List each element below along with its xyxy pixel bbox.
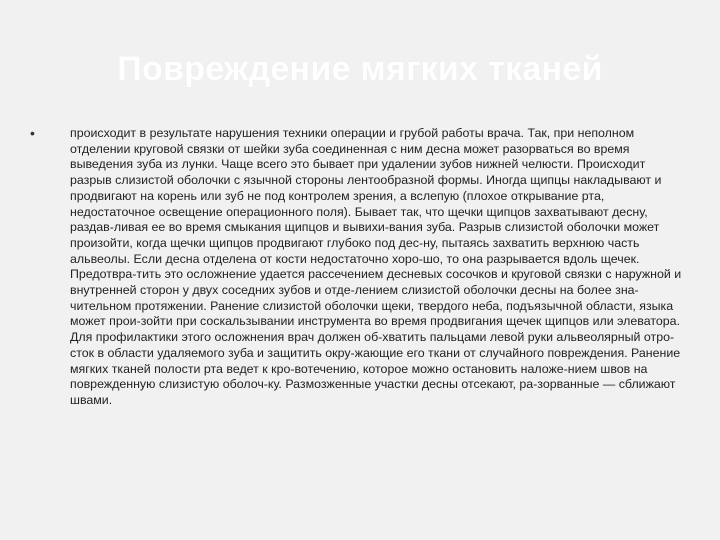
bullet-icon: • — [30, 125, 35, 141]
bullet-item — [30, 126, 690, 409]
paragraph-text: происходит в результате нарушения техники операции и грубой работы врача. Так, при неполном отделении круговой связки от шейки зуба соединенная с ним десна может разорваться во время выведения зуба из лунки. Чаще всего это бывает при удалении зубов нижней челюсти. Происходит разрыв слизистой оболочки с язычной стороны лентообразной формы. Иногда щипцы накладывают и продвигают на корень или зуб не под контролем зрения, а вслепую (плохое открывание рта, недостаточное освещение операционного поля). Бывает так, что щечки щипцов захватывают десну, раздав-ливая ее во время смыкания щипцов и вывихи-вания зуба. Разрыв слизистой оболочки может произойти, когда щечки щипцов продвигают глубоко под дес-ну, пытаясь захватить верхнюю часть альвеолы. Если десна отделена от кости недостаточно хоро-шо, то она разрывается вдоль щечек. Предотвра-тить это осложнение удается рассечением десневых сосочков и круговой связки с наружной и внутренней сторон у двух соседних зубов и отде-лением слизистой оболочки десны на более зна-чительном протяжении. Ранение слизистой оболочки щеки, твердого неба, подъязычной области, языка может прои-зойти при соскальзывании инструмента во время продвигания щечек щипцов или элеватора. Для профилактики этого осложнения врач должен об-хватить пальцами левой руки альвеолярный отро-сток в области удаляемого зуба и защитить окру-жающие его ткани от случайного повреждения. Ранение мягких тканей полости рта ведет к кро-вотечению, которое можно остановить наложе-нием швов на поврежденную слизистую оболоч-ку. Размозженные участки десны отсекают, ра-зорванные — сближают швами. — [70, 126, 682, 407]
slide-title: Повреждение мягких тканей — [117, 50, 603, 88]
